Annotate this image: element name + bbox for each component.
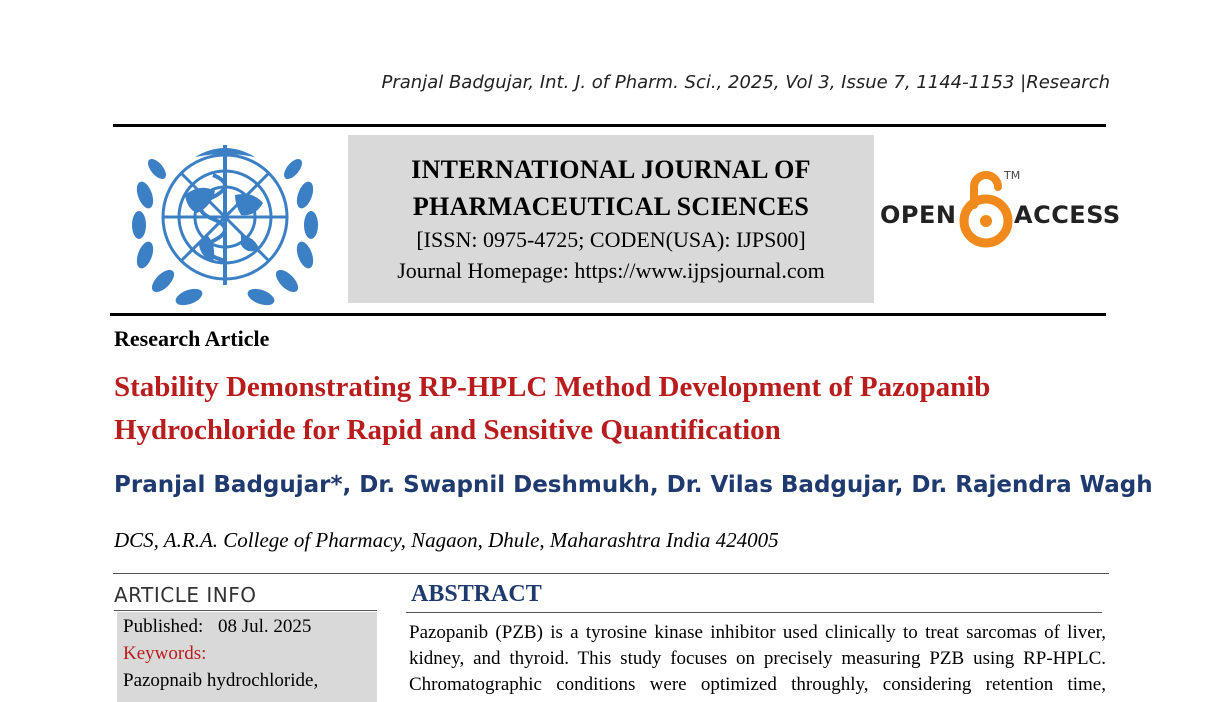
keywords-label: Keywords:	[123, 643, 207, 664]
article-title-line-2: Hydrochloride for Rapid and Sensitive Quantification	[114, 414, 781, 446]
article-info-rule	[114, 610, 377, 611]
published-date: 08 Jul. 2025	[217, 616, 312, 637]
running-head: Pranjal Badgujar, Int. J. of Pharm. Sci., 2025, Vol 3, Issue 7, 1144-1153 |Research	[381, 72, 1110, 93]
journal-title	[348, 151, 874, 225]
journal-masthead	[348, 135, 874, 303]
abstract-line: kidney, and thyroid. This study focuses on precisely measuring PZB using RP-HPLC.	[409, 648, 1106, 669]
abstract-rule	[406, 612, 1102, 613]
journal-homepage-link[interactable]: Journal Homepage: https://www.ijpsjournal.com	[397, 258, 825, 283]
open-access-tm: TM	[1004, 169, 1021, 182]
open-access-logo	[880, 165, 1121, 255]
top-rule	[113, 124, 1106, 127]
abstract-body	[409, 620, 1106, 698]
article-info-heading: ARTICLE INFO	[114, 583, 257, 607]
keyword-item: Pazopnaib hydrochloride,	[123, 670, 319, 691]
published-row	[123, 616, 311, 638]
abstract-heading: ABSTRACT	[411, 581, 542, 607]
abstract-line: Chromatographic conditions were optimized throughly, considering retention time,	[409, 674, 1106, 695]
journal-issn: [ISSN: 0975-4725; CODEN(USA): IJPS00]	[416, 227, 806, 252]
author-list: Pranjal Badgujar*, Dr. Swapnil Deshmukh, Dr. Vilas Badgujar, Dr. Rajendra Wagh	[114, 472, 1153, 498]
journal-title-line-1: INTERNATIONAL JOURNAL OF	[411, 155, 811, 184]
article-title	[114, 366, 1114, 452]
open-access-left-text: OPEN	[880, 201, 957, 229]
journal-emblem-icon	[125, 135, 325, 307]
journal-title-line-2: PHARMACEUTICAL SCIENCES	[412, 192, 810, 221]
open-access-right-text: ACCESS	[1014, 201, 1121, 229]
article-type: Research Article	[114, 326, 270, 351]
section-rule	[113, 573, 1109, 574]
affiliation: DCS, A.R.A. College of Pharmacy, Nagaon, Dhule, Maharashtra India 424005	[114, 528, 779, 552]
article-title-line-1: Stability Demonstrating RP-HPLC Method Development of Pazopanib	[114, 371, 991, 403]
abstract-line: Pazopanib (PZB) is a tyrosine kinase inhibitor used clinically to treat sarcomas of liver,	[409, 622, 1106, 643]
article-info-box	[117, 612, 377, 702]
published-label: Published:	[123, 616, 204, 637]
header-bottom-rule	[110, 313, 1106, 316]
